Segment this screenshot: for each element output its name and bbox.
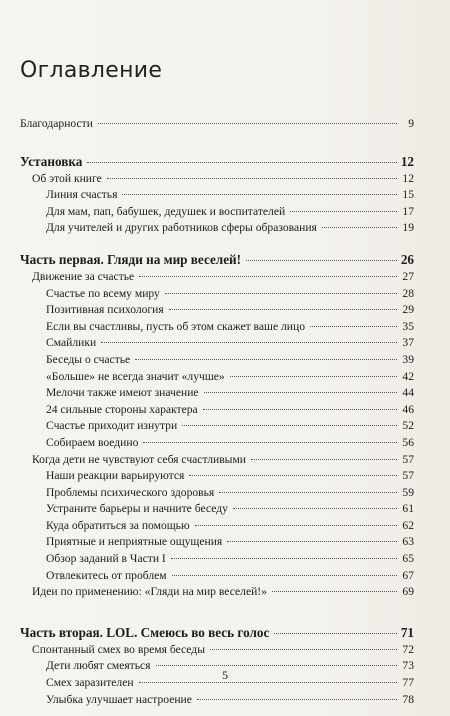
toc-entry-title: «Больше» не всегда значит «лучше» [46,369,225,383]
toc-entry [20,435,414,452]
toc-entry [20,551,414,568]
toc-entry-title: Обзор заданий в Части I [46,552,166,566]
toc-entry-title: Приятные и неприятные ощущения [46,535,223,549]
toc-entry [20,692,414,709]
toc-entry [20,171,414,188]
toc-entry [20,468,414,485]
toc-entry-title: Об этой книге [32,171,102,185]
dot-leader [135,359,397,360]
toc-entry-page: 19 [402,221,414,235]
toc-entry-page: 35 [402,319,414,333]
toc-entry [20,220,414,237]
toc-entry [20,369,414,386]
dot-leader [122,194,397,195]
toc-entry [20,352,414,369]
dot-leader [251,459,397,460]
toc-entry-page: 29 [402,303,414,317]
toc-entry [20,534,414,551]
table-of-contents [20,116,414,708]
toc-entry-page: 65 [402,552,414,566]
toc-entry-title: Если вы счастливы, пусть об этом скажет ваше лицо [46,319,305,333]
toc-entry-title: Спонтанный смех во время беседы [32,642,205,656]
dot-leader [87,162,397,163]
dot-leader [246,260,397,261]
toc-entry-page: 28 [402,286,414,300]
toc-entry-page: 59 [402,485,414,499]
toc-entry-page: 39 [402,352,414,366]
toc-entry-page: 69 [402,585,414,599]
toc-entry [20,642,414,659]
toc-entry-title: Позитивная психология [46,303,164,317]
dot-leader [203,409,397,410]
dot-leader [182,425,397,426]
dot-leader [274,633,397,634]
toc-entry [20,452,414,469]
toc-entry-title: Наши реакции варьируются [46,469,185,483]
toc-entry [20,335,414,352]
toc-entry-page: 37 [402,336,414,350]
dot-leader [219,492,397,493]
toc-entry-page: 44 [402,386,414,400]
dot-leader [156,665,397,666]
toc-entry-page: 78 [402,692,414,706]
toc-entry-page: 57 [402,452,414,466]
toc-entry-page: 12 [402,171,414,185]
toc-entry-title: Часть вторая. LOL. Смеюсь во весь голос [20,624,270,640]
toc-entry-title: Мелочи также имеют значение [46,386,199,400]
toc-entry [20,319,414,336]
toc-entry [20,418,414,435]
toc-entry [20,501,414,518]
toc-entry [20,485,414,502]
toc-entry [20,584,414,601]
toc-entry-page: 46 [402,402,414,416]
dot-leader [189,475,397,476]
toc-entry-title: Идеи по применению: «Гляди на мир веселей!» [32,585,267,599]
dot-leader [139,276,397,277]
toc-entry-title: Устраните барьеры и начните беседу [46,502,228,516]
toc-entry-title: Счастье приходит изнутри [46,419,178,433]
toc-section [20,250,414,269]
toc-entry [20,568,414,585]
toc-entry-page: 12 [400,153,414,169]
toc-entry-page: 27 [402,269,414,283]
toc-entry-page: 77 [402,676,414,690]
dot-leader [272,591,397,592]
toc-entry [20,269,414,286]
toc-section [20,623,414,642]
toc-entry-page: 73 [402,659,414,673]
toc-entry-page: 57 [402,469,414,483]
toc-entry-title: Когда дети не чувствуют себя счастливыми [32,452,247,466]
toc-entry-title: Дети любят смеяться [46,659,151,673]
dot-leader [230,376,397,377]
toc-section [20,152,414,171]
dot-leader [197,699,397,700]
toc-entry [20,286,414,303]
toc-entry-title: Отвлекитесь от проблем [46,568,167,582]
toc-entry [20,204,414,221]
toc-entry-page: 26 [400,251,414,267]
toc-entry [20,187,414,204]
toc-entry-title: Благодарности [20,117,93,130]
toc-entry-page: 15 [402,188,414,202]
toc-entry-title: Собираем воедино [46,435,139,449]
toc-entry-page: 63 [402,535,414,549]
toc-entry-title: Улыбка улучшает настроение [46,692,192,706]
dot-leader [322,227,397,228]
page-title: Оглавление [20,58,163,83]
toc-entry-title: Проблемы психического здоровья [46,485,215,499]
toc-entry [20,402,414,419]
dot-leader [195,525,397,526]
toc-entry-page: 52 [402,419,414,433]
dot-leader [101,342,397,343]
dot-leader [204,392,397,393]
toc-entry-title: Часть первая. Гляди на мир веселей! [20,251,242,267]
toc-entry-title: Смайлики [46,336,97,350]
toc-entry-title: Для учителей и других работников сферы образования [46,221,317,235]
toc-entry-page: 42 [402,369,414,383]
toc-entry-page: 56 [402,435,414,449]
dot-leader [107,178,397,179]
toc-entry [20,385,414,402]
dot-leader [165,293,397,294]
toc-entry-title: 24 сильные стороны характера [46,402,198,416]
toc-entry [20,518,414,535]
dot-leader [310,326,397,327]
toc-entry [20,302,414,319]
toc-entry-page: 61 [402,502,414,516]
dot-leader [290,211,397,212]
toc-entry-title: Счастье по всему миру [46,286,160,300]
dot-leader [233,508,397,509]
toc-entry-page: 17 [402,204,414,218]
toc-entry-title: Смех заразителен [46,676,134,690]
dot-leader [210,649,397,650]
toc-entry-page: 72 [402,642,414,656]
toc-entry-page: 71 [400,624,414,640]
toc-entry-title: Для мам, пап, бабушек, дедушек и воспитателей [46,204,286,218]
toc-entry-page: 67 [402,568,414,582]
dot-leader [169,309,397,310]
toc-entry-page: 62 [402,518,414,532]
dot-leader [171,558,397,559]
toc-entry-title: Куда обратиться за помощью [46,518,190,532]
dot-leader [172,575,397,576]
dot-leader [227,541,397,542]
toc-entry-title: Линия счастья [46,188,118,202]
toc-entry-page: 9 [408,117,414,130]
toc-entry-title: Беседы о счастье [46,352,131,366]
dot-leader [143,442,397,443]
dot-leader [98,123,397,124]
page-number: 5 [222,668,228,682]
toc-entry [20,116,414,133]
toc-entry-title: Движение за счастье [32,269,135,283]
toc-entry-title: Установка [20,153,83,169]
